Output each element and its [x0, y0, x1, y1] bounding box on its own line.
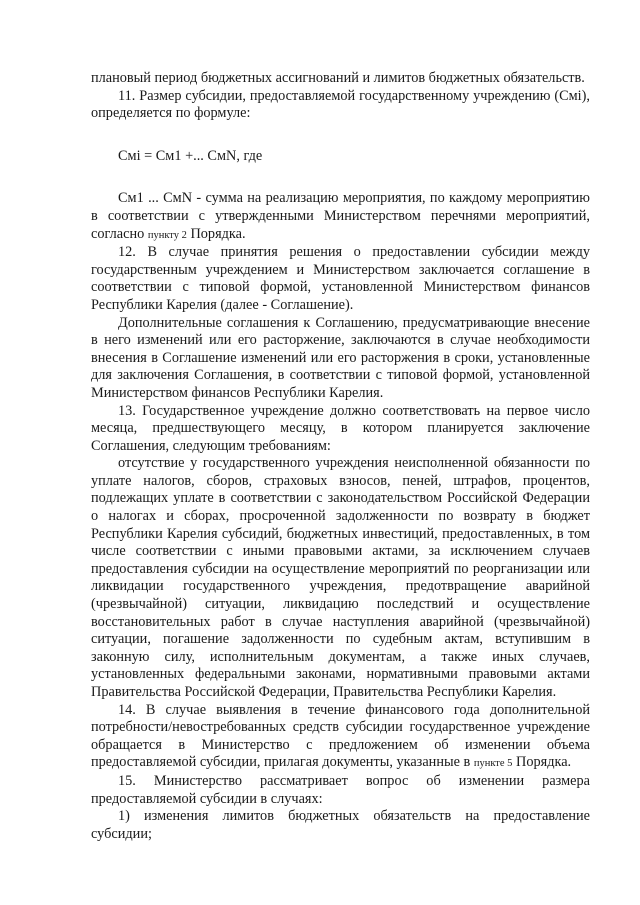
- document-paragraph: [91, 190, 590, 244]
- document-paragraph: [91, 773, 590, 808]
- clause-reference: пункту 2: [147, 229, 187, 241]
- paragraph-text: плановый период бюджетных ассигнований и лимитов бюджетных обязательств.: [91, 70, 585, 86]
- paragraph-text: 14. В случае выявления в течение финансового года дополнительной потребности/невостребованных средств субсидии государственное учреждение обращается в Министерство с предложением об изменении объема предоставляемой субсидии, прилагая документы, указанные в: [91, 701, 590, 771]
- paragraph-text: Дополнительные соглашения к Соглашению, предусматривающие внесение в него изменений или его расторжение, заключаются в случае необходимости внесения в Соглашение изменений или его расторжения в сроки, установленные для заключения Соглашения, в соответствии с типовой формой, установленной Министерством финансов Республики Карелия.: [91, 314, 590, 401]
- document-body: [91, 70, 590, 843]
- paragraph-text: 13. Государственное учреждение должно соответствовать на первое число месяца, предшествующего месяцу, в котором планируется заключение Соглашения, следующим требованиям:: [91, 402, 590, 454]
- formula-line: [91, 148, 590, 166]
- paragraph-text: Порядка.: [512, 754, 572, 771]
- paragraph-text: 15. Министерство рассматривает вопрос об изменении размера предоставляемой субсидии в случаях:: [91, 772, 590, 807]
- paragraph-text: 11. Размер субсидии, предоставляемой государственному учреждению (Смi), определяется по формуле:: [91, 87, 590, 122]
- paragraph-text: Порядка.: [186, 225, 246, 242]
- document-paragraph: [91, 403, 590, 456]
- paragraph-text: 12. В случае принятия решения о предоставлении субсидии между государственным учреждением и Министерством заключается соглашение в соответствии с типовой формой, установленной Министерством финансов Республики Карелия (далее - Соглашение).: [91, 244, 590, 313]
- document-paragraph: [91, 70, 590, 88]
- paragraph-text: отсутствие у государственного учреждения неисполненной обязанности по уплате налогов, сборов, страховых взносов, пеней, штрафов, процентов, подлежащих уплате в соответствии с законодательством Российской Федерации о налогах и сборах, просроченной задолженности по возврату в бюджет Республики Карелия субсидий, бюджетных инвестиций, предоставленных, в том числе соответствии с иными правовыми актами, за исключением случаев предоставления субсидии на осуществление мероприятий по реорганизации или ликвидации государственного учреждения, предотвращение аварийной (чрезвычайной) ситуации, ликвидацию последствий и осуществление восстановительных работ в случае наступления аварийной (чрезвычайной) ситуации, погашение задолженности по судебным актам, вступившим в законную силу, исполнительным документам, а также иных случаев, установленных федеральными законами, нормативными правовыми актами Правительства Российской Федерации, Правительства Республики Карелия.: [91, 455, 590, 700]
- document-paragraph: [91, 702, 590, 773]
- document-paragraph: [91, 455, 590, 701]
- paragraph-text: Смi = См1 +... СмN, где: [118, 147, 263, 164]
- paragraph-text: См1 ... СмN - сумма на реализацию мероприятия, по каждому мероприятию в соответствии с утвержденными Министерством перечнями мероприятий, согласно: [91, 190, 590, 242]
- document-paragraph: [91, 244, 590, 314]
- paragraph-text: 1) изменения лимитов бюджетных обязательств на предоставление субсидии;: [91, 808, 590, 842]
- document-paragraph: [91, 808, 590, 843]
- document-paragraph: [91, 88, 590, 123]
- document-paragraph: [91, 315, 590, 403]
- clause-reference: пункте 5: [473, 758, 513, 770]
